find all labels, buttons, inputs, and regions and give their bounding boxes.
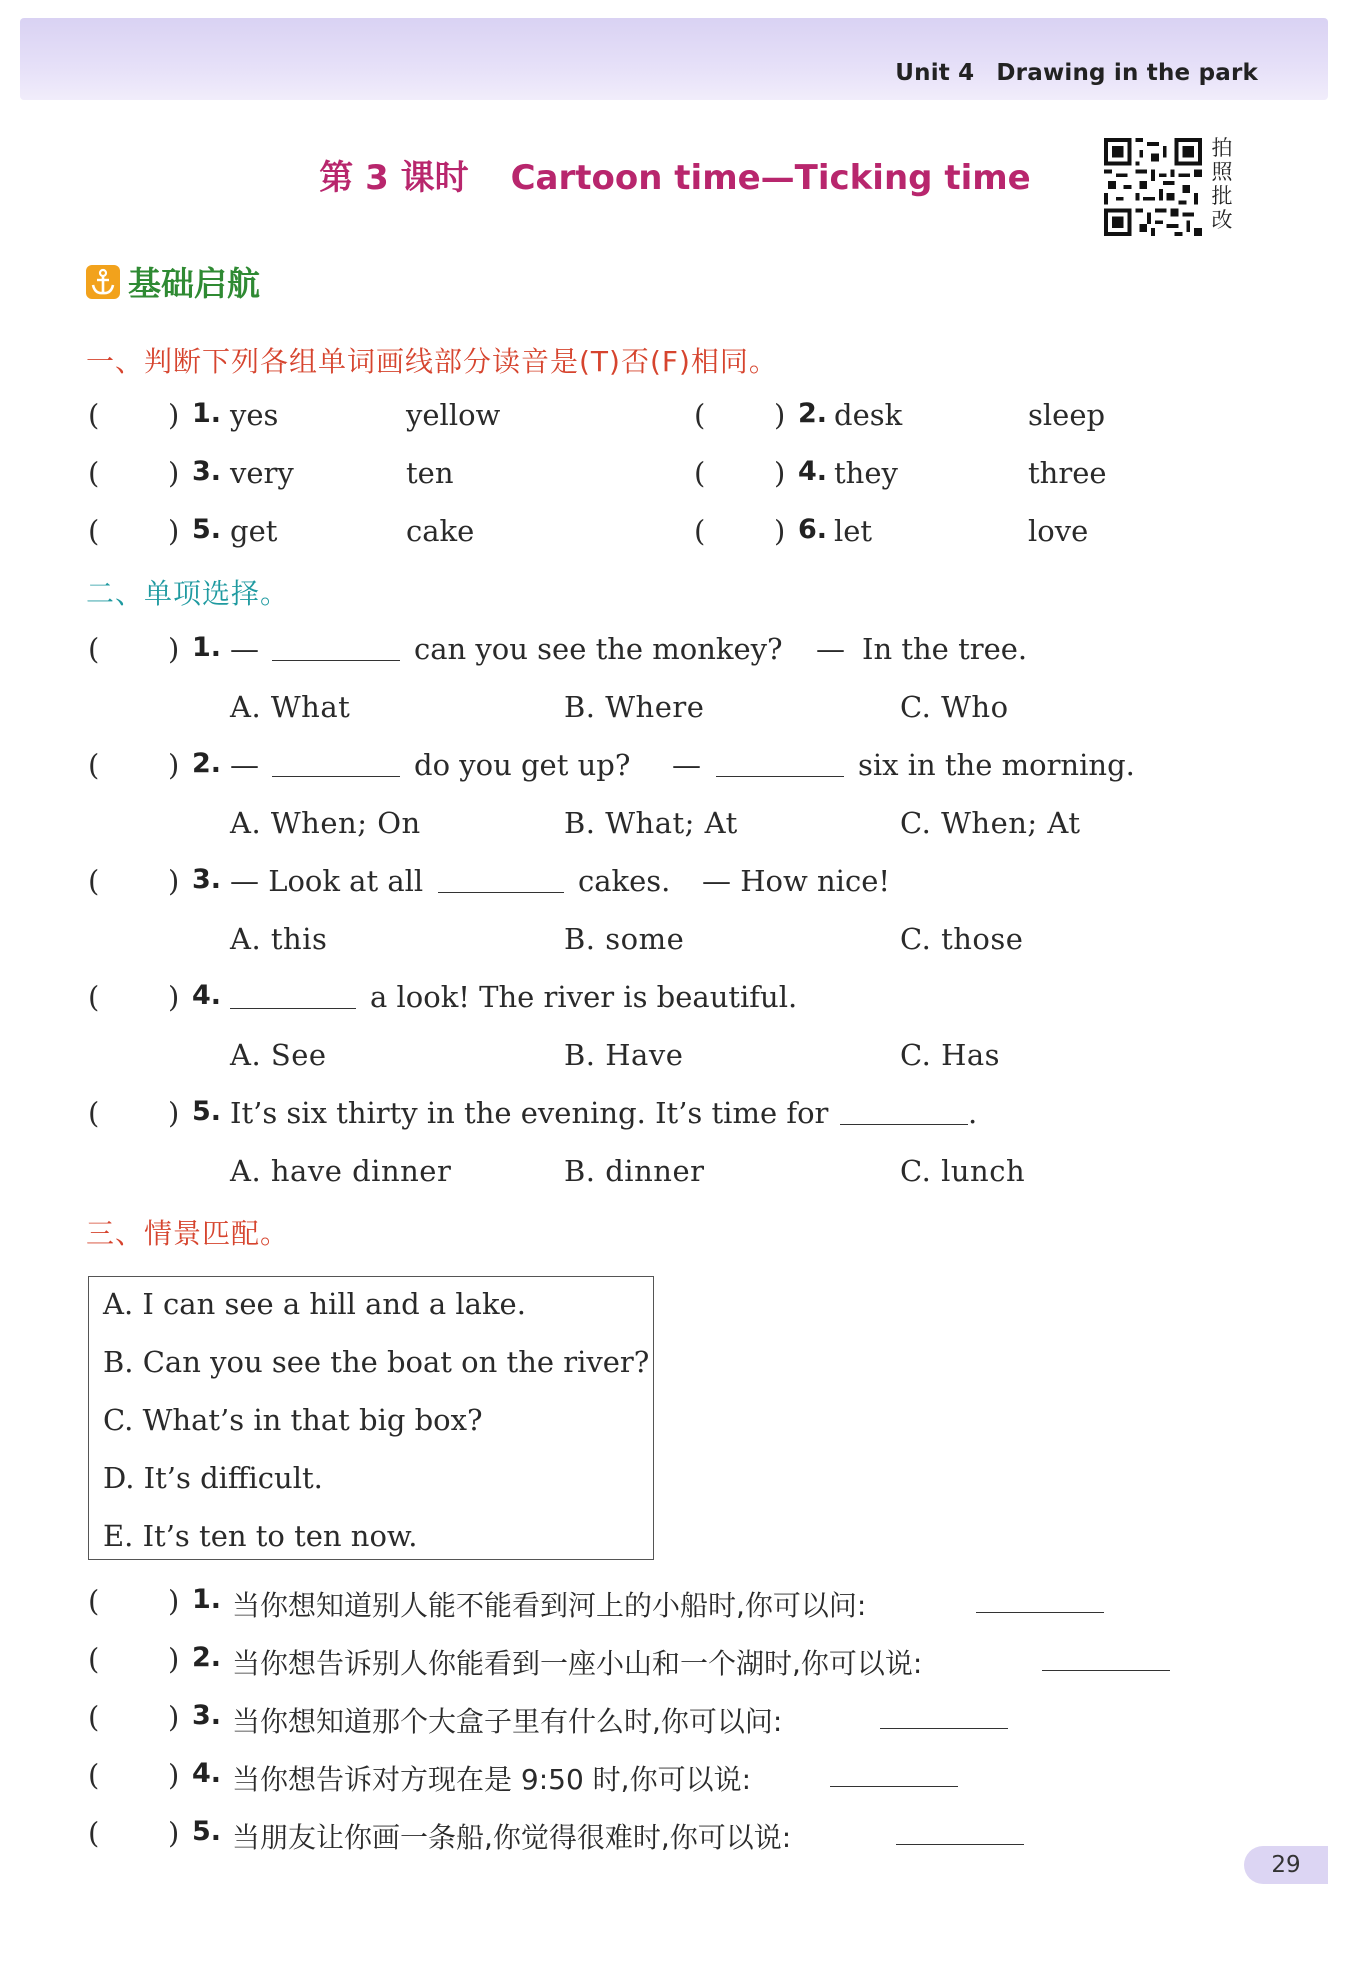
option-a[interactable]: A. What	[230, 690, 351, 724]
option-c[interactable]: C. Has	[900, 1038, 1001, 1072]
option-a[interactable]: A. this	[230, 922, 328, 956]
part1-row-1	[0, 398, 1350, 442]
match-option-a: A. I can see a hill and a lake.	[103, 1287, 526, 1321]
mcq-options-4	[0, 1038, 1350, 1082]
dash: —	[672, 748, 701, 782]
word-1: they	[834, 456, 898, 490]
mcq-question-3	[0, 864, 1350, 908]
mcq-options-5	[0, 1154, 1350, 1198]
question-number: 5.	[192, 1096, 222, 1127]
situation-text: 当朋友让你画一条船,你觉得很难时,你可以说:	[232, 1821, 792, 1854]
option-a[interactable]: A. When; On	[230, 806, 421, 840]
match-item-2	[0, 1642, 1350, 1686]
dash: —	[816, 632, 845, 666]
option-c[interactable]: C. lunch	[900, 1154, 1026, 1188]
match-item-3	[0, 1700, 1350, 1744]
unit-title	[895, 60, 1258, 86]
word-2: cake	[406, 514, 475, 548]
fill-blank[interactable]	[272, 748, 400, 777]
question-text: do you get up?	[414, 748, 631, 782]
part1-row-3	[0, 514, 1350, 558]
word-2: yellow	[406, 398, 501, 432]
mcq-question-4	[0, 980, 1350, 1024]
question-number: 6.	[798, 514, 828, 545]
match-option-c: C. What’s in that big box?	[103, 1403, 483, 1437]
anchor-icon	[86, 265, 120, 299]
mcq-question-5	[0, 1096, 1350, 1140]
question-number: 4.	[192, 1758, 222, 1789]
question-number: 3.	[192, 1700, 222, 1731]
word-2: sleep	[1028, 398, 1106, 432]
fill-blank[interactable]	[272, 632, 400, 661]
section-title: 基础启航	[128, 264, 260, 303]
qr-label: 拍照批改	[1211, 136, 1233, 232]
lesson-number: 第 3 课时	[319, 158, 469, 198]
situation-text: 当你想知道那个大盒子里有什么时,你可以问:	[232, 1705, 783, 1738]
fill-blank[interactable]	[438, 864, 564, 893]
question-text: cakes.	[578, 864, 671, 898]
option-c[interactable]: C. those	[900, 922, 1024, 956]
dash: —	[230, 748, 259, 782]
match-option-d: D. It’s difficult.	[103, 1461, 323, 1495]
option-b[interactable]: B. some	[564, 922, 685, 956]
question-text: — Look at all	[230, 864, 424, 898]
question-number: 1.	[192, 1584, 222, 1615]
situation-text: 当你想告诉别人你能看到一座小山和一个湖时,你可以说:	[232, 1647, 923, 1680]
option-b[interactable]: B. Have	[564, 1038, 684, 1072]
question-number: 4.	[192, 980, 222, 1011]
word-1: let	[834, 514, 873, 548]
question-number: 5.	[192, 1816, 222, 1847]
word-2: three	[1028, 456, 1107, 490]
question-number: 3.	[192, 456, 222, 487]
fill-blank[interactable]	[716, 748, 844, 777]
answer-text: six in the morning.	[858, 748, 1135, 782]
match-options-box	[88, 1276, 654, 1560]
option-b[interactable]: B. Where	[564, 690, 705, 724]
question-number: 2.	[192, 748, 222, 779]
page-number: 29	[1244, 1846, 1328, 1884]
word-2: ten	[406, 456, 454, 490]
mcq-options-2	[0, 806, 1350, 850]
question-number: 1.	[192, 632, 222, 663]
option-a[interactable]: A. have dinner	[230, 1154, 452, 1188]
mcq-question-1	[0, 632, 1350, 676]
question-text: a look! The river is beautiful.	[370, 980, 798, 1014]
question-text: can you see the monkey?	[414, 632, 783, 666]
situation-text: 当你想知道别人能不能看到河上的小船时,你可以问:	[232, 1589, 867, 1622]
header-band	[20, 18, 1328, 100]
word-1: desk	[834, 398, 903, 432]
option-b[interactable]: B. What; At	[564, 806, 738, 840]
question-number: 2.	[192, 1642, 222, 1673]
question-text: It’s six thirty in the evening. It’s time for	[230, 1096, 829, 1130]
dash: —	[230, 632, 259, 666]
qr-code-icon[interactable]	[1104, 138, 1202, 236]
match-option-b: B. Can you see the boat on the river?	[103, 1345, 650, 1379]
match-item-1	[0, 1584, 1350, 1628]
part1-row-2	[0, 456, 1350, 500]
fill-blank[interactable]	[880, 1700, 1008, 1729]
fill-blank[interactable]	[1042, 1642, 1170, 1671]
unit-name: Drawing in the park	[996, 60, 1258, 86]
fill-blank[interactable]	[976, 1584, 1104, 1613]
fill-blank[interactable]	[840, 1096, 968, 1125]
part3-title: 三、情景匹配。	[86, 1217, 290, 1250]
option-b[interactable]: B. dinner	[564, 1154, 705, 1188]
question-number: 4.	[798, 456, 828, 487]
question-number: 2.	[798, 398, 828, 429]
mcq-options-3	[0, 922, 1350, 966]
fill-blank[interactable]	[230, 980, 356, 1009]
mcq-question-2	[0, 748, 1350, 792]
lesson-name: Cartoon time—Ticking time	[510, 158, 1031, 198]
fill-blank[interactable]	[896, 1816, 1024, 1845]
part1-title: 一、判断下列各组单词画线部分读音是(T)否(F)相同。	[86, 345, 778, 378]
answer-text: — How nice!	[702, 864, 891, 898]
part2-title: 二、单项选择。	[86, 577, 290, 610]
unit-label: Unit 4	[895, 60, 975, 86]
section-heading	[86, 258, 260, 305]
word-1: very	[230, 456, 294, 490]
period: .	[968, 1096, 978, 1130]
question-number: 3.	[192, 864, 222, 895]
word-1: yes	[230, 398, 279, 432]
match-option-e: E. It’s ten to ten now.	[103, 1519, 418, 1553]
match-item-4	[0, 1758, 1350, 1802]
option-c[interactable]: C. When; At	[900, 806, 1081, 840]
question-number: 1.	[192, 398, 222, 429]
option-c[interactable]: C. Who	[900, 690, 1009, 724]
answer-text: In the tree.	[862, 632, 1028, 666]
question-number: 5.	[192, 514, 222, 545]
word-2: love	[1028, 514, 1089, 548]
fill-blank[interactable]	[830, 1758, 958, 1787]
situation-text: 当你想告诉对方现在是 9:50 时,你可以说:	[232, 1763, 752, 1796]
option-a[interactable]: A. See	[230, 1038, 327, 1072]
word-1: get	[230, 514, 278, 548]
match-item-5	[0, 1816, 1350, 1860]
mcq-options-1	[0, 690, 1350, 734]
